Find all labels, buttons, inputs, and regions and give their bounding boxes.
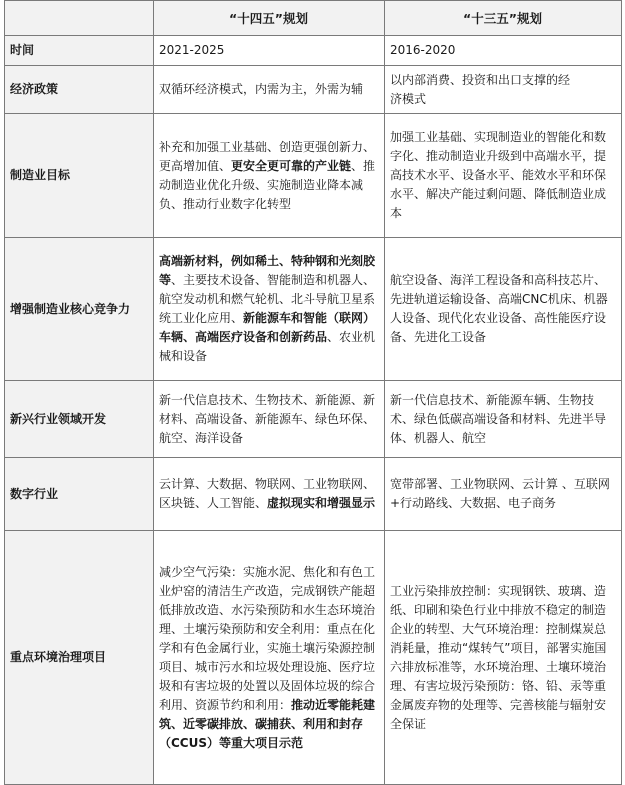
header-corner (5, 1, 154, 36)
row-label-digital-industry: 数字行业 (5, 458, 154, 531)
cell-text: 补充和加强工业基础、创造更强创新力、更高增加值、 (159, 139, 376, 173)
row-label-manufacturing-goals: 制造业目标 (5, 114, 154, 238)
cell-text: 、推动制造业优化升级、实施制造业降本减负、推动行业数字化转型 (159, 158, 376, 211)
cell-text-bold: 高端新材料，例如稀土、特种钢和光刻胶等 (159, 254, 376, 287)
cell-14th-emerging-industries (154, 381, 385, 458)
table-row-digital-industry (5, 458, 622, 531)
cell-text: 双循环经济模式，内需为主，外需为辅 (159, 82, 364, 96)
cell-text: 新一代信息技术、生物技术、新能源、新材料、高端设备、新能源车、绿色环保、航空、海洋设备 (159, 392, 376, 445)
table-row-core-competitiveness (5, 238, 622, 381)
cell-text-bold: 新能源车和智能（联网）车辆、高端医疗设备和创新药品 (159, 311, 376, 344)
table-row-manufacturing-goals (5, 114, 622, 238)
row-label-environmental-projects: 重点环境治理项目 (5, 531, 154, 785)
cell-text: 以内部消费、投资和出口支撑的经 济模式 (390, 72, 571, 106)
header-13th-plan: “十三五”规划 (385, 1, 622, 36)
cell-text: 航空设备、海洋工程设备和高科技芯片、先进轨道运输设备、高端CNC机床、机器人设备、现代化农业设备、高性能医疗设备、先进化工设备 (390, 273, 608, 344)
cell-13th-manufacturing-goals (385, 114, 622, 238)
cell-13th-environmental-projects (385, 531, 622, 785)
row-label-time: 时间 (5, 36, 154, 66)
cell-14th-core-competitiveness (154, 238, 385, 381)
row-label-emerging-industries: 新兴行业领域开发 (5, 381, 154, 458)
table-header-row (5, 1, 622, 36)
cell-13th-core-competitiveness (385, 238, 622, 381)
cell-13th-economic-policy (385, 66, 622, 114)
cell-text-bold: 推动近零能耗建筑、近零碳排放、碳捕获、利用和封存（CCUS）等重大项目示范 (159, 697, 376, 750)
cell-14th-time (154, 36, 385, 66)
row-label-core-competitiveness: 增强制造业核心竞争力 (5, 238, 154, 381)
cell-14th-economic-policy (154, 66, 385, 114)
cell-text-bold: 虚拟现实和增强显示 (267, 496, 376, 510)
cell-text: 2016-2020 (390, 43, 456, 57)
header-14th-plan: “十四五”规划 (154, 1, 385, 36)
cell-text: 、农业机械和设备 (159, 330, 376, 363)
cell-text: 云计算、大数据、物联网、工业物联网、区块链、人工智能、 (159, 477, 376, 510)
cell-14th-manufacturing-goals (154, 114, 385, 238)
table-row-time (5, 36, 622, 66)
cell-text: 工业污染排放控制：实现钢铁、玻璃、造纸、印刷和染色行业中排放不稳定的制造企业的转型、大气环境治理：控制煤炭总消耗量，推动“煤转气”项目，部署实施国六排放标准等，水环境治理、土壤环境治理、有害垃圾污染预防：铬、铅、汞等重金属废弃物的处理等、完善核能与辐射安全保证 (390, 583, 607, 731)
cell-13th-digital-industry (385, 458, 622, 531)
cell-text: 新一代信息技术、新能源车辆、生物技术、绿色低碳高端设备和材料、先进半导体、机器人、航空 (390, 392, 607, 445)
row-label-economic-policy: 经济政策 (5, 66, 154, 114)
cell-text: 减少空气污染：实施水泥、焦化和有色工业炉窑的清洁生产改造，完成钢铁产能超低排放改造、水污染预防和水生态环境治理、土壤污染预防和安全利用：重点在化学和有色金属行业，实施土壤污染源控制项目、城市污水和垃圾处理设施、医疗垃圾和有害垃圾的处置以及固体垃圾的综合利用、资源节约和利用： (159, 564, 376, 712)
cell-text: 2021-2025 (159, 43, 225, 57)
cell-13th-time (385, 36, 622, 66)
cell-13th-emerging-industries (385, 381, 622, 458)
cell-text: 加强工业基础、实现制造业的智能化和数字化、推动制造业升级到中高端水平，提高技术水平、设备水平、能效水平和环保水平、解决产能过剩问题、降低制造业成本 (390, 130, 607, 220)
cell-text: 宽带部署、工业物联网、云计算 、互联网+行动路线、大数据、电子商务 (390, 477, 610, 510)
cell-14th-digital-industry (154, 458, 385, 531)
table-row-environmental-projects (5, 531, 622, 785)
table-row-emerging-industries (5, 381, 622, 458)
cell-text: 、主要技术设备、智能制造和机器人、航空发动机和燃气轮机、北斗导航卫星系统工业化应用、 (159, 273, 376, 325)
cell-text-bold: 更安全更可靠的产业链 (231, 158, 352, 173)
cell-14th-environmental-projects (154, 531, 385, 785)
table-row-economic-policy (5, 66, 622, 114)
comparison-table (4, 0, 622, 785)
